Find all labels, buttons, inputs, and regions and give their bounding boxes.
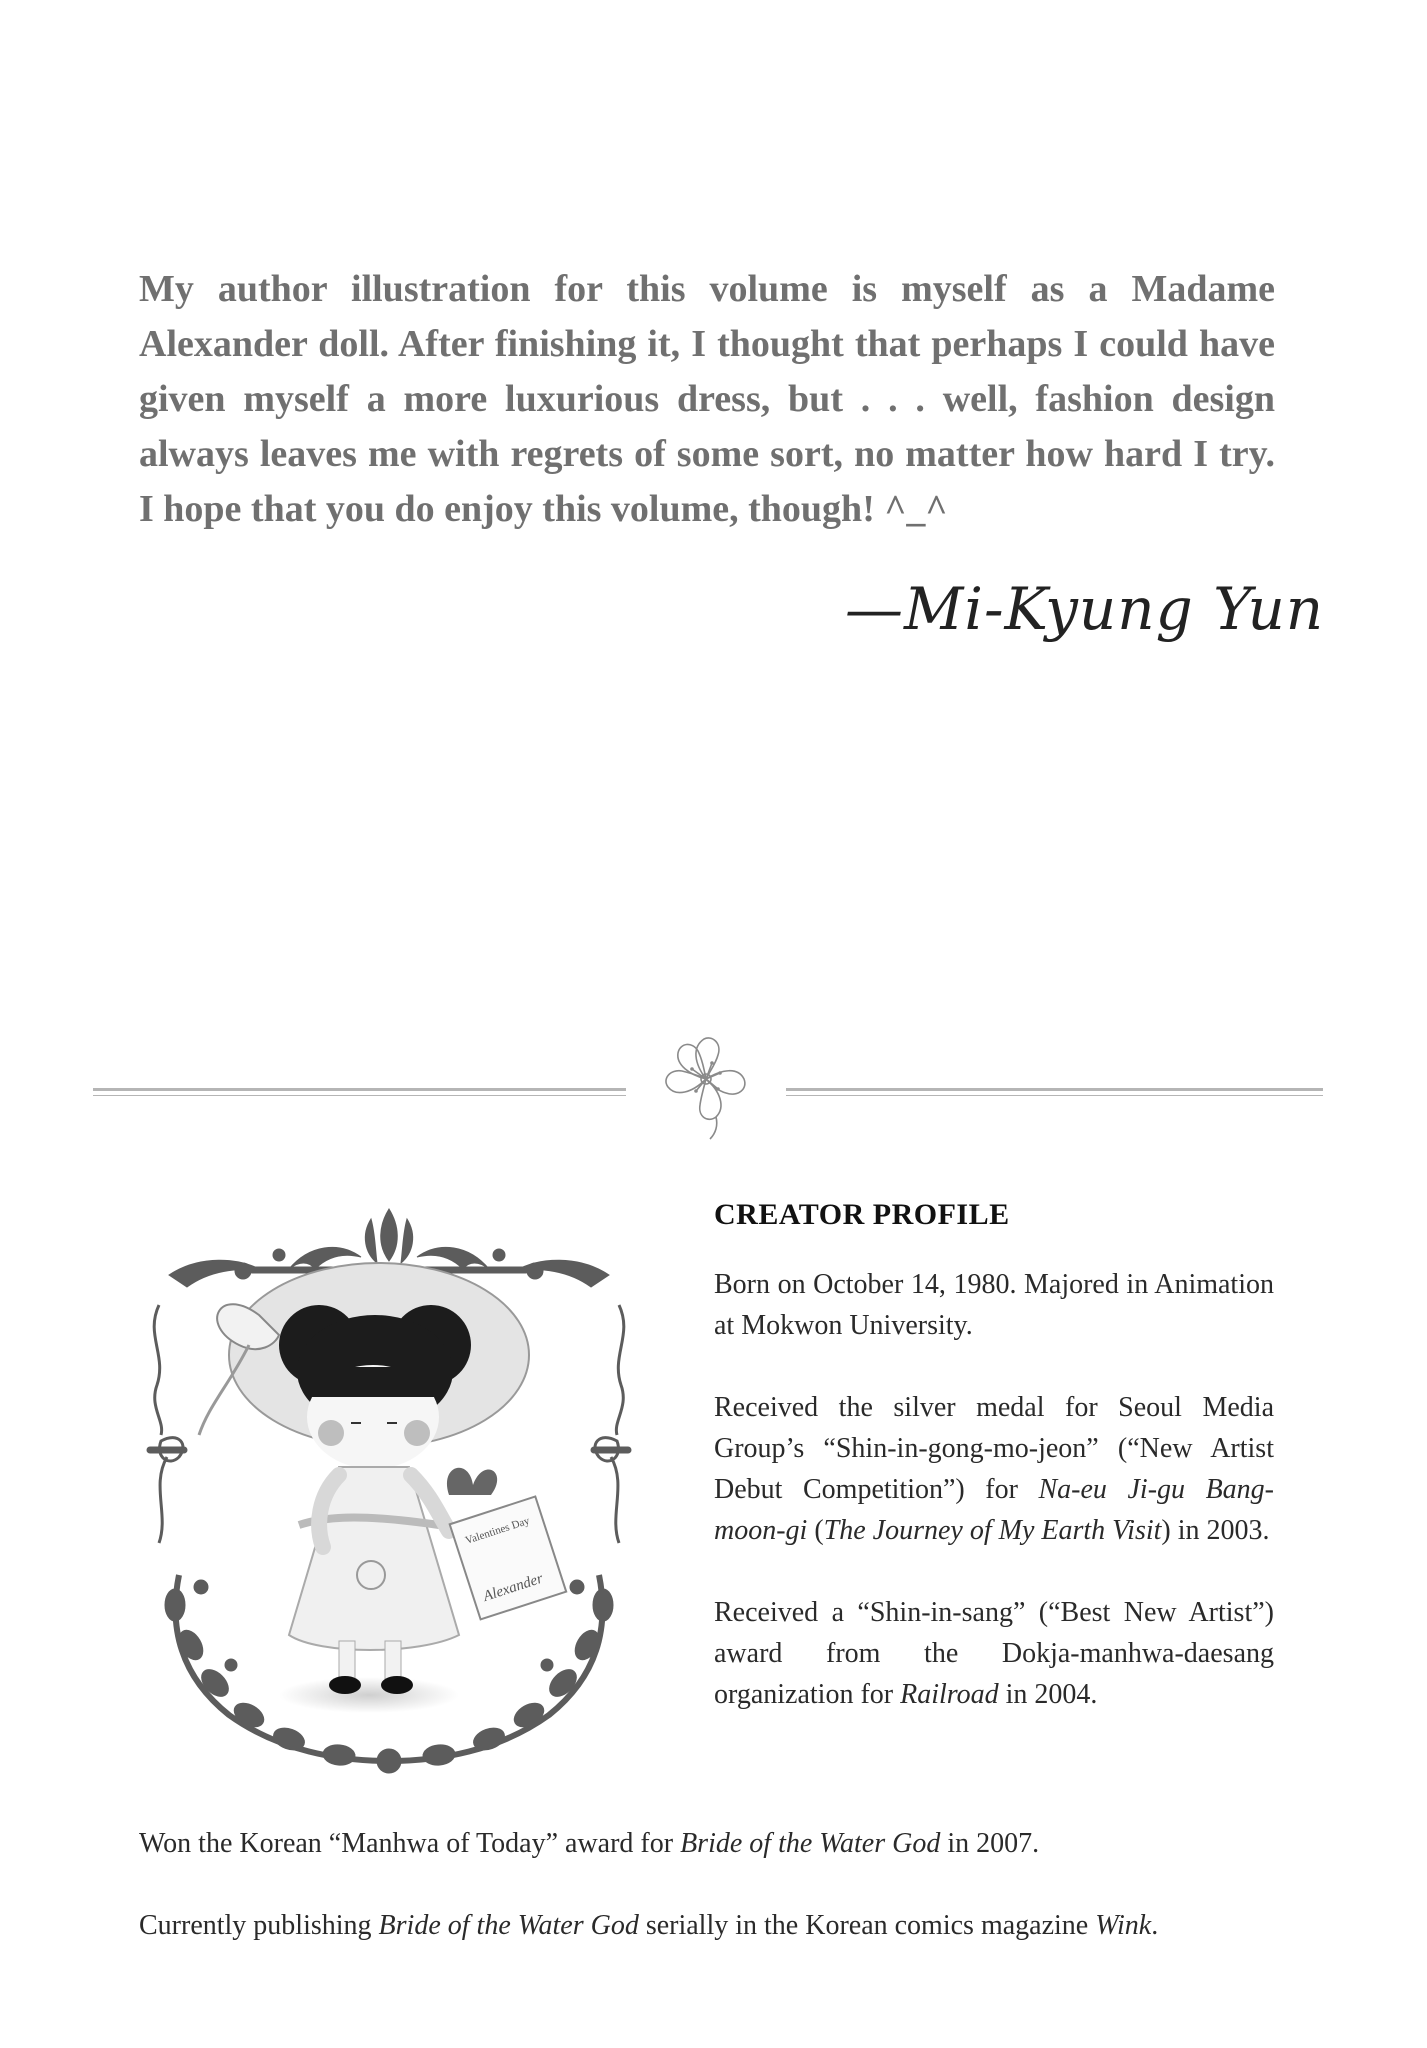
profile-best-new-artist: Received a “Shin-in-sang” (“Best New Artist”) award from the Dokja-manhwa-daesang organization for Railroad in 2004. xyxy=(714,1597,1274,1710)
author-doll-illustration xyxy=(139,1195,639,1775)
profile-born: Born on October 14, 1980. Majored in Animation at Mokwon University. xyxy=(714,1269,1274,1341)
blossom-icon xyxy=(646,1023,766,1143)
creator-profile xyxy=(714,1195,1274,1756)
divider-rule-right xyxy=(786,1088,1323,1096)
profile-heading: CREATOR PROFILE xyxy=(714,1198,1010,1231)
author-signature: —Mi-Kyung Yun xyxy=(845,575,1325,643)
profile-silver-medal: Received the silver medal for Seoul Media Group’s “Shin-in-gong-mo-jeon” (“New Artist Debut Competition”) for Na-eu Ji-gu Bang-moon-gi (The Journey of My Earth Visit) in 2003. xyxy=(714,1392,1274,1546)
profile-manhwa-of-today: Won the Korean “Manhwa of Today” award for Bride of the Water God in 2007. xyxy=(139,1828,1040,1859)
divider-rule-left xyxy=(93,1088,626,1096)
profile-currently-publishing: Currently publishing Bride of the Water God serially in the Korean comics magazine Wink. xyxy=(139,1910,1159,1941)
doll-tag-line-1: Valentines Day xyxy=(463,1514,532,1547)
author-note: My author illustration for this volume is myself as a Madame Alexander doll. After finishing it, I thought that perhaps I could have given myself a more luxurious dress, but . . . well, fashion design always leaves me with regrets of some sort, no matter how hard I try. I hope that you do enjoy this volume, though! ^_^ xyxy=(139,268,1275,530)
doll-figure xyxy=(199,1263,566,1713)
doll-tag-line-2: Alexander xyxy=(481,1570,546,1605)
